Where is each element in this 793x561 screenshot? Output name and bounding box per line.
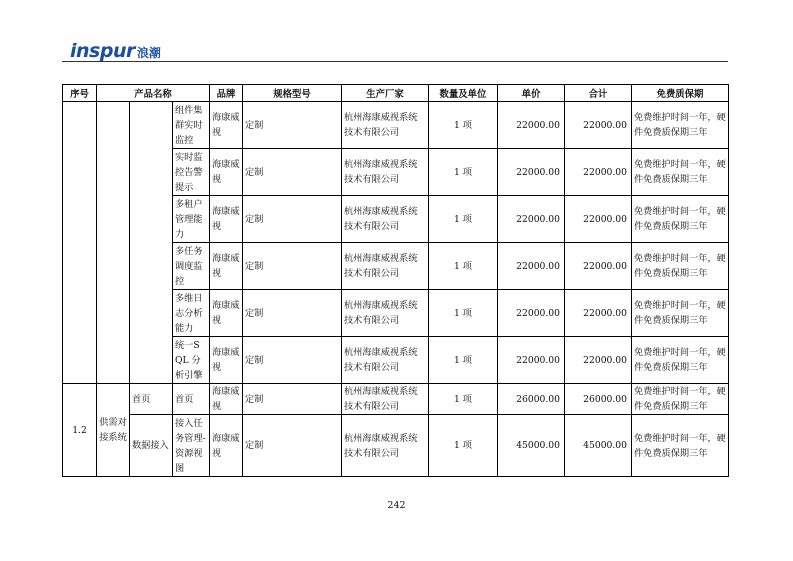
brand: 海康威视 [210, 149, 243, 196]
manufacturer: 杭州海康威视系统技术有限公司 [342, 415, 429, 477]
item-name: 多租户管理能力 [173, 196, 210, 243]
table-row [63, 102, 729, 149]
total: 22000.00 [565, 102, 632, 149]
manufacturer: 杭州海康威视系统技术有限公司 [342, 337, 429, 384]
quantity: 1 项 [429, 196, 498, 243]
no-cell-empty [63, 102, 97, 384]
warranty: 免费维护时间一年，硬件免费质保期三年 [632, 415, 729, 477]
brand: 海康威视 [210, 337, 243, 384]
brand: 海康威视 [210, 196, 243, 243]
unit-price: 22000.00 [498, 149, 565, 196]
unit-price: 22000.00 [498, 102, 565, 149]
total: 45000.00 [565, 415, 632, 477]
logo-chinese: 浪潮 [136, 46, 161, 60]
spec: 定制 [243, 415, 342, 477]
quantity: 1 项 [429, 415, 498, 477]
manufacturer: 杭州海康威视系统技术有限公司 [342, 196, 429, 243]
manufacturer: 杭州海康威视系统技术有限公司 [342, 290, 429, 337]
section-name: 供需对接系统 [97, 384, 130, 477]
item-name: 接入任务管理-资源视图 [173, 415, 210, 477]
col-header-unit-price: 单价 [498, 85, 565, 102]
col-header-spec: 规格型号 [243, 85, 342, 102]
unit-price: 22000.00 [498, 243, 565, 290]
quantity: 1 项 [429, 384, 498, 415]
table-header-row [63, 85, 729, 102]
sub-cell-empty [130, 102, 173, 384]
item-name: 组件集群实时监控 [173, 102, 210, 149]
sub-module: 首页 [130, 384, 173, 415]
brand: 海康威视 [210, 384, 243, 415]
spec: 定制 [243, 102, 342, 149]
brand: 海康威视 [210, 243, 243, 290]
total: 22000.00 [565, 243, 632, 290]
section-number: 1.2 [63, 384, 97, 477]
manufacturer: 杭州海康威视系统技术有限公司 [342, 149, 429, 196]
table-row [63, 415, 729, 477]
warranty: 免费维护时间一年，硬件免费质保期三年 [632, 102, 729, 149]
spec: 定制 [243, 243, 342, 290]
unit-price: 22000.00 [498, 290, 565, 337]
col-header-manufacturer: 生产厂家 [342, 85, 429, 102]
quantity: 1 项 [429, 337, 498, 384]
quantity: 1 项 [429, 290, 498, 337]
warranty: 免费维护时间一年，硬件免费质保期三年 [632, 196, 729, 243]
col-header-no: 序号 [63, 85, 97, 102]
item-name: 首页 [173, 384, 210, 415]
col-header-product-name: 产品名称 [97, 85, 210, 102]
total: 26000.00 [565, 384, 632, 415]
quantity: 1 项 [429, 102, 498, 149]
warranty: 免费维护时间一年，硬件免费质保期三年 [632, 243, 729, 290]
quantity: 1 项 [429, 243, 498, 290]
header-rule [62, 61, 728, 62]
group-cell-empty [97, 102, 130, 384]
total: 22000.00 [565, 149, 632, 196]
brand: 海康威视 [210, 415, 243, 477]
total: 22000.00 [565, 196, 632, 243]
col-header-quantity: 数量及单位 [429, 85, 498, 102]
warranty: 免费维护时间一年，硬件免费质保期三年 [632, 149, 729, 196]
spec: 定制 [243, 337, 342, 384]
total: 22000.00 [565, 337, 632, 384]
unit-price: 22000.00 [498, 337, 565, 384]
logo-word: inspur [70, 40, 135, 62]
product-price-table [62, 84, 729, 477]
inspur-logo [70, 40, 161, 62]
item-name: 多任务调度监控 [173, 243, 210, 290]
col-header-warranty: 免费质保期 [632, 85, 729, 102]
spec: 定制 [243, 196, 342, 243]
sub-module: 数据接入 [130, 415, 173, 477]
warranty: 免费维护时间一年，硬件免费质保期三年 [632, 337, 729, 384]
unit-price: 26000.00 [498, 384, 565, 415]
item-name: 多维日志分析能力 [173, 290, 210, 337]
unit-price: 45000.00 [498, 415, 565, 477]
spec: 定制 [243, 384, 342, 415]
quantity: 1 项 [429, 149, 498, 196]
warranty: 免费维护时间一年，硬件免费质保期三年 [632, 290, 729, 337]
brand: 海康威视 [210, 290, 243, 337]
manufacturer: 杭州海康威视系统技术有限公司 [342, 102, 429, 149]
table-row [63, 384, 729, 415]
unit-price: 22000.00 [498, 196, 565, 243]
item-name: 实时监控告警提示 [173, 149, 210, 196]
page-number: 242 [387, 500, 406, 511]
spec: 定制 [243, 149, 342, 196]
total: 22000.00 [565, 290, 632, 337]
manufacturer: 杭州海康威视系统技术有限公司 [342, 243, 429, 290]
spec: 定制 [243, 290, 342, 337]
brand: 海康威视 [210, 102, 243, 149]
item-name: 统一SQL 分析引擎 [173, 337, 210, 384]
warranty: 免费维护时间一年，硬件免费质保期三年 [632, 384, 729, 415]
col-header-brand: 品牌 [210, 85, 243, 102]
col-header-total: 合计 [565, 85, 632, 102]
manufacturer: 杭州海康威视系统技术有限公司 [342, 384, 429, 415]
